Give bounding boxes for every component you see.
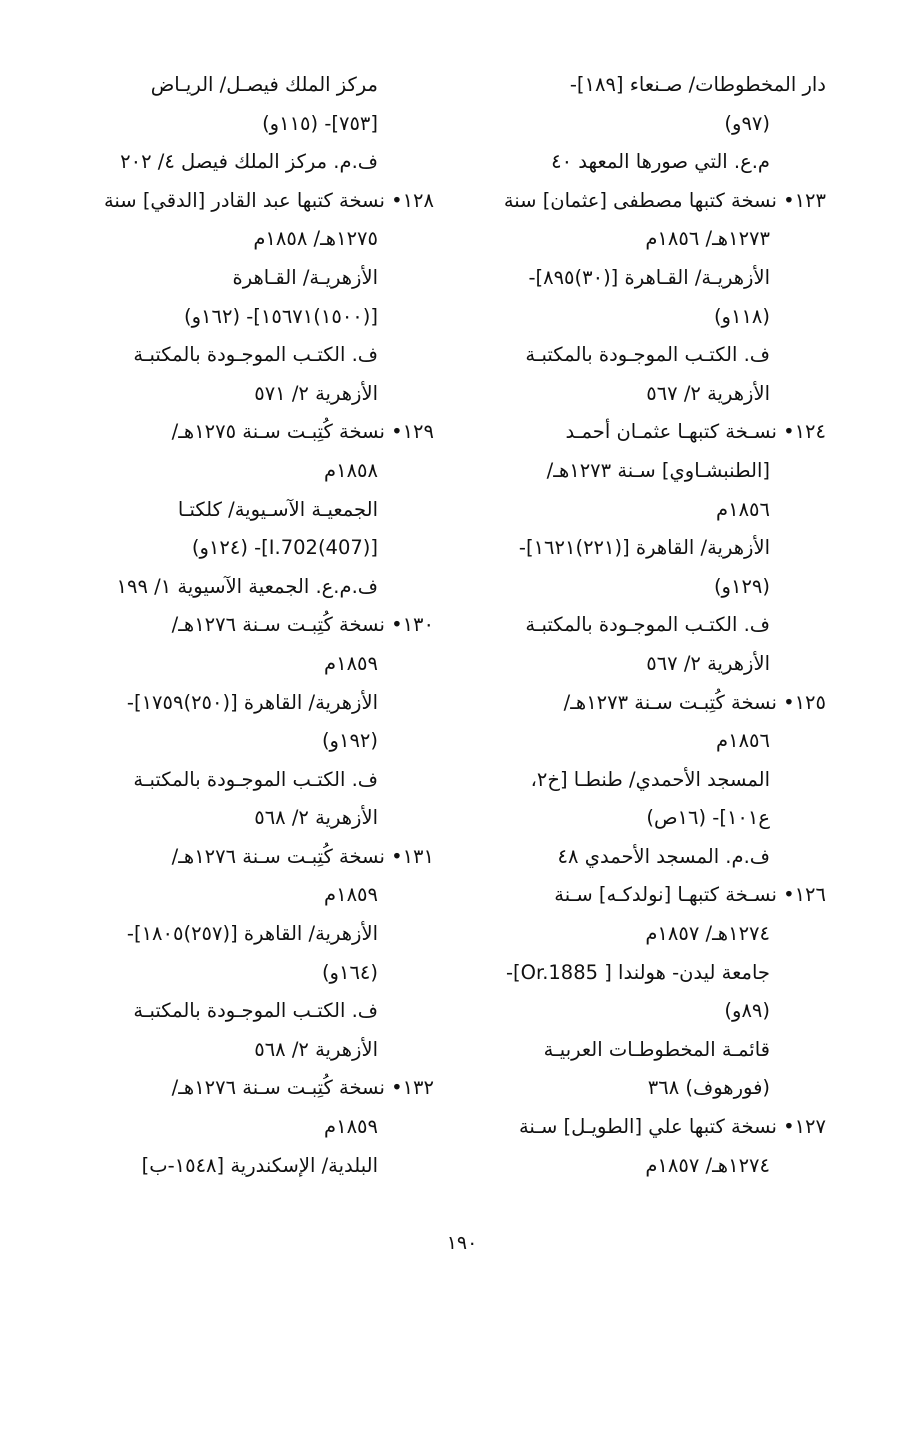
- text-line: ١٨٥٩م: [324, 883, 378, 907]
- text-line: ١٨٥٩م: [324, 651, 378, 675]
- text-line: ف.م. مركز الملك فيصل ٤/ ٢٠٢: [120, 150, 378, 174]
- left-column: [78, 66, 434, 1185]
- text-line: ف. الكتـب الموجـودة بالمكتبـة: [133, 767, 378, 791]
- text-line: المسجد الأحمدي/ طنطـا [خ٢،: [530, 767, 770, 791]
- text-line: م.ع. التي صورها المعهد ٤٠: [551, 150, 770, 174]
- text-line: ١٨٥٦م: [716, 729, 770, 753]
- text-line: ١٢٦• نسـخة كتبهـا [نولدكـه] سـنة: [554, 883, 826, 907]
- text-line: الأزهرية/ القاهرة [(٢٥٠)١٧٥٩]-: [126, 690, 378, 714]
- text-line: ف. الكتـب الموجـودة بالمكتبـة: [525, 613, 770, 637]
- text-line: ١٢٧٤هـ/ ١٨٥٧م: [645, 922, 770, 946]
- text-line: (٨٩و): [724, 999, 770, 1023]
- text-line: الأزهرية ٢/ ٥٦٧: [646, 381, 770, 405]
- text-line: ١٢٩• نسخة كُتِبـت سـنة ١٢٧٥هـ/: [171, 420, 434, 444]
- text-line: الجمعيـة الآسـيوية/ كلكتـا: [177, 497, 378, 521]
- text-line: جامعة ليدن- هولندا [ Or.1885]-: [505, 960, 770, 984]
- text-line: الأزهرية ٢/ ٥٦٨: [254, 1037, 378, 1061]
- text-line: ف.م. المسجد الأحمدي ٤٨: [557, 844, 770, 868]
- text-line: (٩٧و): [724, 111, 770, 135]
- text-line: (١٦٤و): [321, 960, 378, 984]
- text-line: ف. الكتـب الموجـودة بالمكتبـة: [133, 999, 378, 1023]
- text-line: ف.م.ع. الجمعية الآسيوية ١/ ١٩٩: [116, 574, 378, 598]
- right-column: [458, 66, 826, 1185]
- text-line: [I.702(407)]- (١٢٤و): [191, 536, 378, 560]
- text-line: ١٢٧٤هـ/ ١٨٥٧م: [645, 1153, 770, 1177]
- text-line: ١٢٧• نسخة كتبها علي [الطويـل] سـنة: [518, 1115, 826, 1139]
- text-line: الأزهرية ٢/ ٥٦٧: [646, 651, 770, 675]
- text-line: ف. الكتـب الموجـودة بالمكتبـة: [525, 343, 770, 367]
- text-line: ١٢٧٥هـ/ ١٨٥٨م: [253, 227, 378, 251]
- text-line: ١٢٤• نسـخة كتبهـا عثمـان أحمـد: [565, 420, 826, 444]
- text-line: ١٢٨• نسخة كتبها عبد القادر [الدقي] سنة: [103, 188, 434, 212]
- text-line: [الطنبشـاوي] سـنة ١٢٧٣هـ/: [546, 458, 770, 482]
- text-line: ١٣٢• نسخة كُتِبـت سـنة ١٢٧٦هـ/: [171, 1076, 434, 1100]
- text-line: ١٢٥• نسخة كُتِبـت سـنة ١٢٧٣هـ/: [563, 690, 826, 714]
- text-line: الأزهرية/ القاهرة [(٢٢١)١٦٢١]-: [518, 536, 770, 560]
- text-line: [٧٥٣]- (١١٥و): [262, 111, 378, 135]
- text-line: ١٨٥٨م: [324, 458, 378, 482]
- text-line: مركز الملك فيصـل/ الريـاض: [150, 73, 378, 96]
- text-line: البلدية/ الإسكندرية [١٥٤٨-ب]: [141, 1153, 378, 1177]
- text-line: الأزهرية/ القاهرة [(٢٥٧)١٨٠٥]-: [126, 922, 378, 946]
- text-line: الأزهرية ٢/ ٥٧١: [254, 381, 378, 405]
- text-line: (١٢٩و): [713, 574, 770, 598]
- text-line: ١٨٥٩م: [324, 1115, 378, 1139]
- text-line: الأزهريـة/ القـاهرة: [232, 265, 378, 289]
- text-line: دار المخطوطات/ صـنعاء [١٨٩]-: [569, 73, 826, 96]
- text-line: (١٩٢و): [321, 729, 378, 753]
- text-line: ١٢٣• نسخة كتبها مصطفى [عثمان] سنة: [503, 188, 826, 212]
- text-line: ١٣١• نسخة كُتِبـت سـنة ١٢٧٦هـ/: [171, 844, 434, 868]
- text-line: (١١٨و): [713, 304, 770, 328]
- text-line: ١٣٠• نسخة كُتِبـت سـنة ١٢٧٦هـ/: [171, 613, 434, 637]
- text-line: الأزهرية ٢/ ٥٦٨: [254, 806, 378, 830]
- text-line: ف. الكتـب الموجـودة بالمكتبـة: [133, 343, 378, 367]
- text-line: قائمـة المخطوطـات العربيـة: [543, 1037, 770, 1061]
- text-line: الأزهريـة/ القـاهرة [(٣٠)٨٩٥]-: [528, 265, 770, 289]
- page-number: ١٩٠: [446, 1232, 478, 1254]
- text-line: ١٢٧٣هـ/ ١٨٥٦م: [645, 227, 770, 251]
- text-line: [(١٥٠٠)١٥٦٧١]- (١٦٢و): [183, 304, 378, 328]
- text-line: (فورهوف) ٣٦٨: [647, 1076, 770, 1100]
- text-line: ع١٠١]- (١٦ص): [646, 806, 770, 830]
- text-line: ١٨٥٦م: [716, 497, 770, 521]
